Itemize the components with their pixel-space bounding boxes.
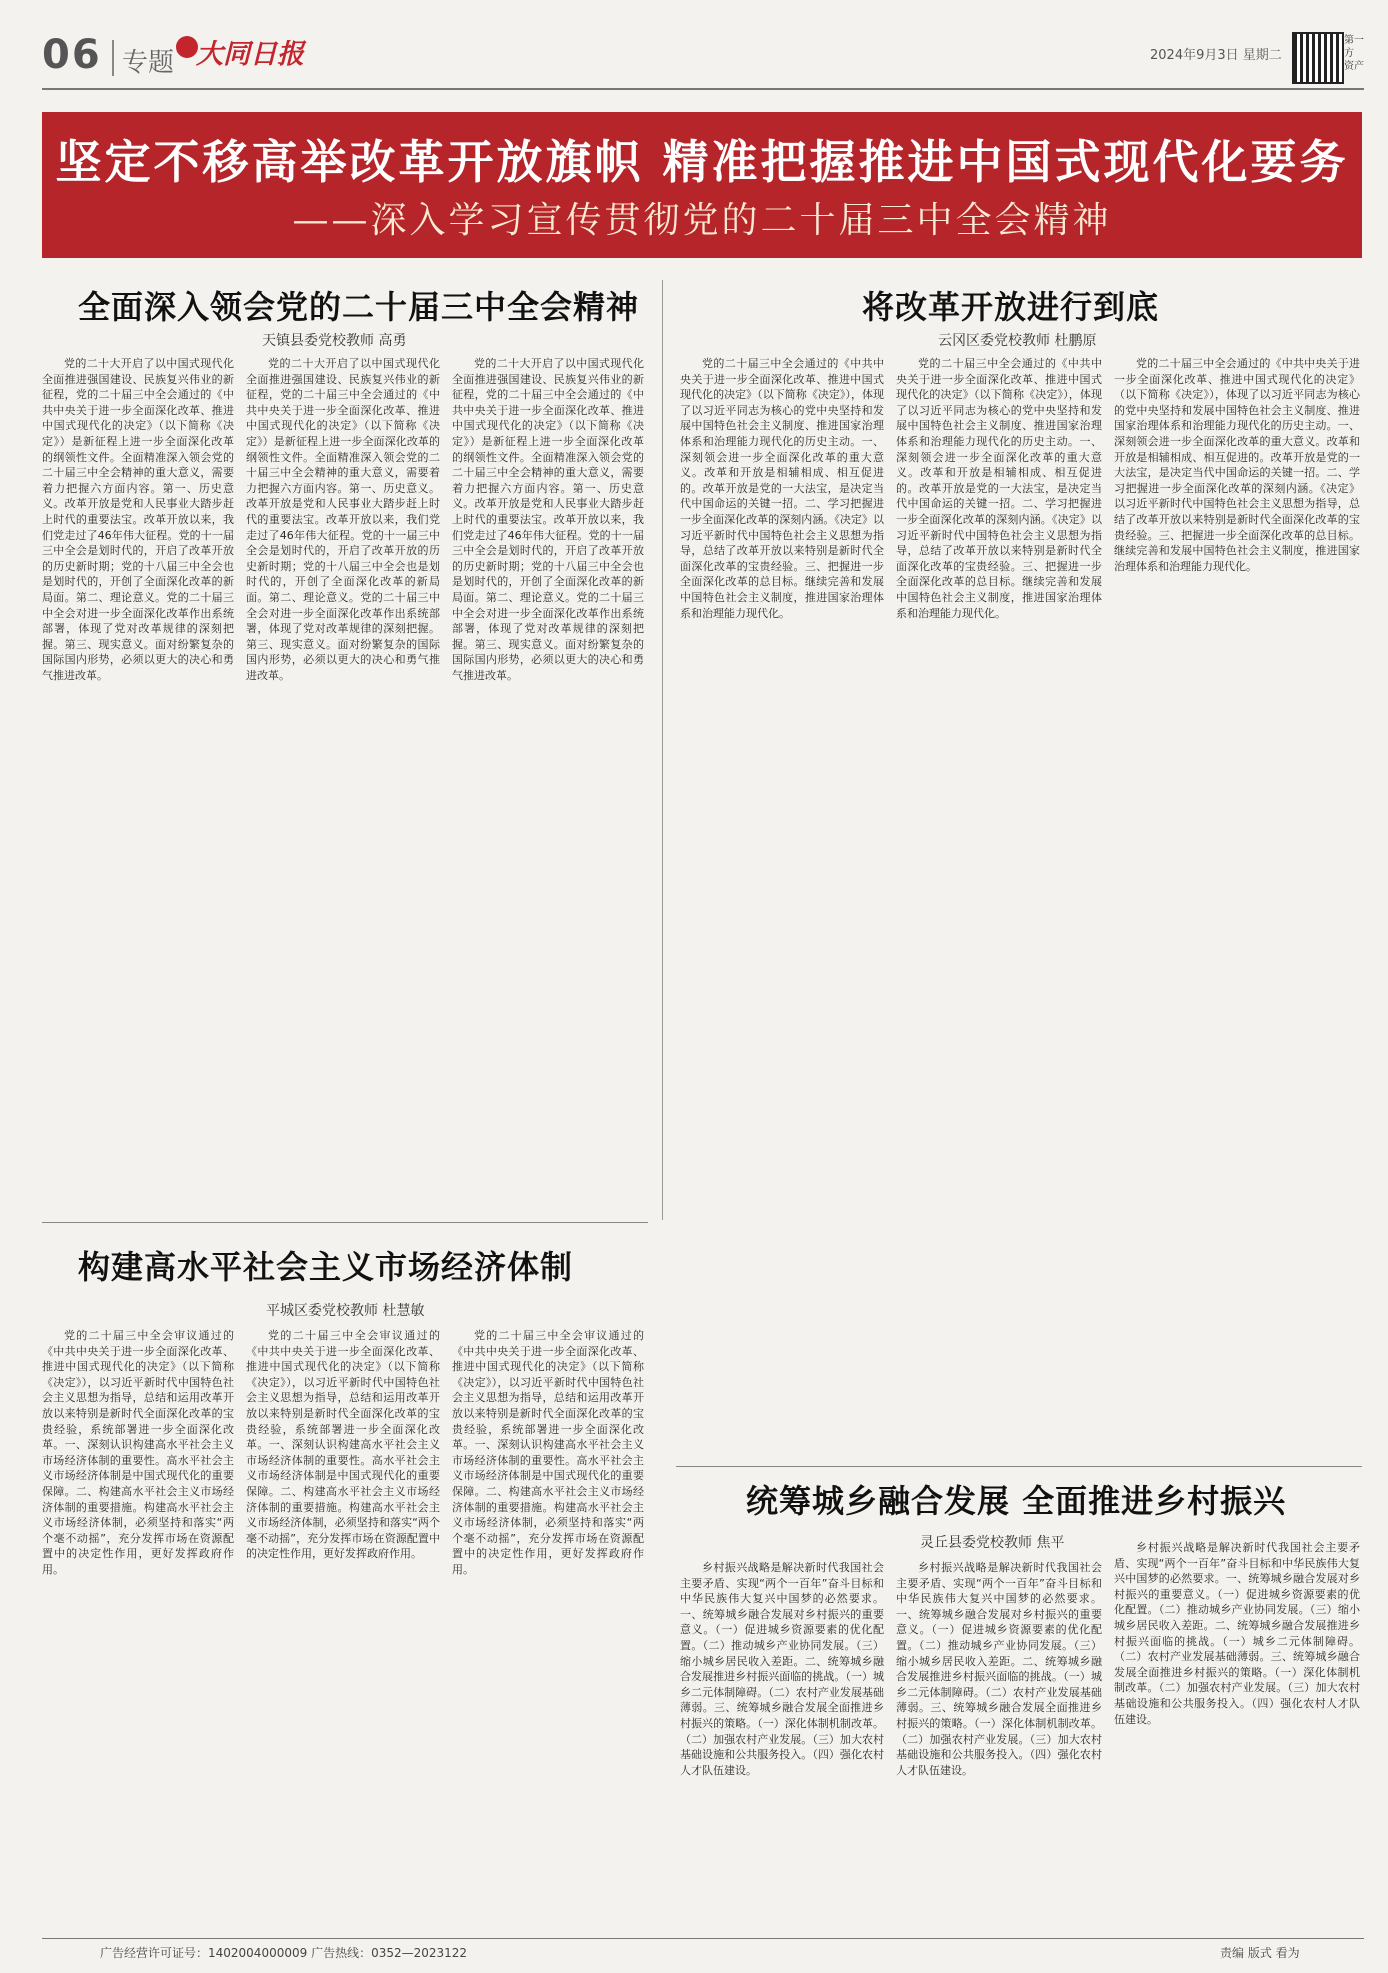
article-3-column-1: 党的二十届三中全会审议通过的《中共中央关于进一步全面深化改革、推进中国式现代化的决定》（以下简称《决定》），以习近平新时代中国特色社会主义思想为指导，总结和运用改革开放以来特别是新时代全面深化改革的宝贵经验，系统部署进一步全面深化改革。一、深刻认识构建高水平社会主义市场经济体制的重要性。高水平社会主义市场经济体制是中国式现代化的重要保障。二、构建高水平社会主义市场经济体制的重要措施。构建高水平社会主义市场经济体制，必须坚持和落实“两个毫不动摇”，充分发挥市场在资源配置中的决定性作用，更好发挥政府作用。 (42, 1329, 234, 1576)
article-2-column-1: 党的二十届三中全会通过的《中共中央关于进一步全面深化改革、推进中国式现代化的决定》（以下简称《决定》），体现了以习近平同志为核心的党中央坚持和发展中国特色社会主义制度、推进国家治理体系和治理能力现代化的历史主动。一、深刻领会进一步全面深化改革的重大意义。改革和开放是相辅相成、相互促进的。改革开放是党的一大法宝，是决定当代中国命运的关键一招。二、学习把握进一步全面深化改革的深刻内涵。《决定》以习近平新时代中国特色社会主义思想为指导，总结了改革开放以来特别是新时代全面深化改革的宝贵经验。三、把握进一步全面深化改革的总目标。继续完善和发展中国特色社会主义制度，推进国家治理体系和治理能力现代化。 (680, 357, 884, 620)
banner-subtitle: ——深入学习宣传贯彻党的二十届三中全会精神 (292, 200, 1112, 241)
article-4-column-3: 乡村振兴战略是解决新时代我国社会主要矛盾、实现“两个一百年”奋斗目标和中华民族伟大复兴中国梦的必然要求。一、统筹城乡融合发展对乡村振兴的重要意义。（一）促进城乡资源要素的优化配置。（二）推动城乡产业协同发展。（三）缩小城乡居民收入差距。二、统筹城乡融合发展推进乡村振兴面临的挑战。（一）城乡二元体制障碍。（二）农村产业发展基础薄弱。三、统筹城乡融合发展全面推进乡村振兴的策略。（一）深化体制机制改革。（二）加强农村产业发展。（三）加大农村基础设施和公共服务投入。（四）强化农村人才队伍建设。 (1114, 1541, 1360, 1726)
footer-ad-license: 广告经营许可证号：1402004000009 广告热线：0352—2023122 (100, 1946, 468, 1960)
article-2-headline: 将改革开放进行到底 (862, 288, 1160, 326)
article-4-byline: 灵丘县委党校教师 焦平 (920, 1535, 1065, 1551)
article-2-column-3: 党的二十届三中全会通过的《中共中央关于进一步全面深化改革、推进中国式现代化的决定》（以下简称《决定》），体现了以习近平同志为核心的党中央坚持和发展中国特色社会主义制度、推进国家治理体系和治理能力现代化的历史主动。一、深刻领会进一步全面深化改革的重大意义。改革和开放是相辅相成、相互促进的。改革开放是党的一大法宝，是决定当代中国命运的关键一招。二、学习把握进一步全面深化改革的深刻内涵。《决定》以习近平新时代中国特色社会主义思想为指导，总结了改革开放以来特别是新时代全面深化改革的宝贵经验。三、把握进一步全面深化改革的总目标。继续完善和发展中国特色社会主义制度，推进国家治理体系和治理能力现代化。 (1114, 357, 1360, 573)
article-2-byline: 云冈区委党校教师 杜鹏原 (938, 333, 1097, 349)
newspaper-logo-icon (176, 36, 198, 58)
article-4-column-2: 乡村振兴战略是解决新时代我国社会主要矛盾、实现“两个一百年”奋斗目标和中华民族伟大复兴中国梦的必然要求。一、统筹城乡融合发展对乡村振兴的重要意义。（一）促进城乡资源要素的优化配置。（二）推动城乡产业协同发展。（三）缩小城乡居民收入差距。二、统筹城乡融合发展推进乡村振兴面临的挑战。（一）城乡二元体制障碍。（二）农村产业发展基础薄弱。三、统筹城乡融合发展全面推进乡村振兴的策略。（一）深化体制机制改革。（二）加强农村产业发展。（三）加大农村基础设施和公共服务投入。（四）强化农村人才队伍建设。 (896, 1561, 1102, 1777)
issue-date: 2024年9月3日 星期二 (1150, 48, 1282, 63)
article-4-headline: 统筹城乡融合发展 全面推进乡村振兴 (746, 1482, 1287, 1520)
masthead-rule (42, 88, 1364, 90)
article-2-column-2: 党的二十届三中全会通过的《中共中央关于进一步全面深化改革、推进中国式现代化的决定》（以下简称《决定》），体现了以习近平同志为核心的党中央坚持和发展中国特色社会主义制度、推进国家治理体系和治理能力现代化的历史主动。一、深刻领会进一步全面深化改革的重大意义。改革和开放是相辅相成、相互促进的。改革开放是党的一大法宝，是决定当代中国命运的关键一招。二、学习把握进一步全面深化改革的深刻内涵。《决定》以习近平新时代中国特色社会主义思想为指导，总结了改革开放以来特别是新时代全面深化改革的宝贵经验。三、把握进一步全面深化改革的总目标。继续完善和发展中国特色社会主义制度，推进国家治理体系和治理能力现代化。 (896, 357, 1102, 620)
masthead (0, 0, 1388, 92)
newspaper-logo: 大同日报 (196, 39, 304, 70)
page-number: 06 (42, 32, 102, 78)
article-1-byline: 天镇县委党校教师 高勇 (262, 333, 407, 349)
article-4-column-1: 乡村振兴战略是解决新时代我国社会主要矛盾、实现“两个一百年”奋斗目标和中华民族伟大复兴中国梦的必然要求。一、统筹城乡融合发展对乡村振兴的重要意义。（一）促进城乡资源要素的优化配置。（二）推动城乡产业协同发展。（三）缩小城乡居民收入差距。二、统筹城乡融合发展推进乡村振兴面临的挑战。（一）城乡二元体制障碍。（二）农村产业发展基础薄弱。三、统筹城乡融合发展全面推进乡村振兴的策略。（一）深化体制机制改革。（二）加强农村产业发展。（三）加大农村基础设施和公共服务投入。（四）强化农村人才队伍建设。 (680, 1561, 884, 1777)
article-1-column-2: 党的二十大开启了以中国式现代化全面推进强国建设、民族复兴伟业的新征程，党的二十届三中全会通过的《中共中央关于进一步全面深化改革、推进中国式现代化的决定》（以下简称《决定》）是新征程上进一步全面深化改革的纲领性文件。全面精准深入领会党的二十届三中全会精神的重大意义，需要着力把握六方面内容。第一、历史意义。改革开放是党和人民事业大踏步赶上时代的重要法宝。改革开放以来，我们党走过了46年伟大征程。党的十一届三中全会是划时代的，开启了改革开放的历史新时期；党的十八届三中全会也是划时代的，开创了全面深化改革的新局面。第二、理论意义。党的二十届三中全会对进一步全面深化改革作出系统部署，体现了党对改革规律的深刻把握。第三、现实意义。面对纷繁复杂的国际国内形势，必须以更大的决心和勇气推进改革。 (246, 357, 440, 682)
topic-banner (42, 112, 1362, 258)
qr-code-icon (1292, 32, 1344, 84)
article-3-column-3: 党的二十届三中全会审议通过的《中共中央关于进一步全面深化改革、推进中国式现代化的决定》（以下简称《决定》），以习近平新时代中国特色社会主义思想为指导，总结和运用改革开放以来特别是新时代全面深化改革的宝贵经验，系统部署进一步全面深化改革。一、深刻认识构建高水平社会主义市场经济体制的重要性。高水平社会主义市场经济体制是中国式现代化的重要保障。二、构建高水平社会主义市场经济体制的重要措施。构建高水平社会主义市场经济体制，必须坚持和落实“两个毫不动摇”，充分发挥市场在资源配置中的决定性作用，更好发挥政府作用。 (452, 1329, 644, 1576)
qr-label: 第一方 资产 (1344, 35, 1364, 72)
footer-rule (42, 1938, 1364, 1939)
section-label: 专题 (122, 48, 175, 78)
masthead-divider (112, 40, 114, 76)
article-3-column-2: 党的二十届三中全会审议通过的《中共中央关于进一步全面深化改革、推进中国式现代化的决定》（以下简称《决定》），以习近平新时代中国特色社会主义思想为指导，总结和运用改革开放以来特别是新时代全面深化改革的宝贵经验，系统部署进一步全面深化改革。一、深刻认识构建高水平社会主义市场经济体制的重要性。高水平社会主义市场经济体制是中国式现代化的重要保障。二、构建高水平社会主义市场经济体制的重要措施。构建高水平社会主义市场经济体制，必须坚持和落实“两个毫不动摇”，充分发挥市场在资源配置中的决定性作用，更好发挥政府作用。 (246, 1329, 440, 1561)
section-rule (676, 1466, 1362, 1467)
article-1-column-3: 党的二十大开启了以中国式现代化全面推进强国建设、民族复兴伟业的新征程，党的二十届三中全会通过的《中共中央关于进一步全面深化改革、推进中国式现代化的决定》（以下简称《决定》）是新征程上进一步全面深化改革的纲领性文件。全面精准深入领会党的二十届三中全会精神的重大意义，需要着力把握六方面内容。第一、历史意义。改革开放是党和人民事业大踏步赶上时代的重要法宝。改革开放以来，我们党走过了46年伟大征程。党的十一届三中全会是划时代的，开启了改革开放的历史新时期；党的十八届三中全会也是划时代的，开创了全面深化改革的新局面。第二、理论意义。党的二十届三中全会对进一步全面深化改革作出系统部署，体现了党对改革规律的深刻把握。第三、现实意义。面对纷繁复杂的国际国内形势，必须以更大的决心和勇气推进改革。 (452, 357, 644, 682)
article-1-headline: 全面深入领会党的二十届三中全会精神 (78, 288, 640, 326)
footer-credits: 责编 版式 看为 (1220, 1946, 1300, 1960)
article-3-byline: 平城区委党校教师 杜慧敏 (266, 1303, 425, 1319)
banner-title: 坚定不移高举改革开放旗帜 精准把握推进中国式现代化要务 (55, 135, 1349, 189)
column-divider (662, 280, 663, 1220)
section-rule (42, 1222, 648, 1223)
article-3-headline: 构建高水平社会主义市场经济体制 (78, 1248, 574, 1286)
article-1-column-1: 党的二十大开启了以中国式现代化全面推进强国建设、民族复兴伟业的新征程，党的二十届三中全会通过的《中共中央关于进一步全面深化改革、推进中国式现代化的决定》（以下简称《决定》）是新征程上进一步全面深化改革的纲领性文件。全面精准深入领会党的二十届三中全会精神的重大意义，需要着力把握六方面内容。第一、历史意义。改革开放是党和人民事业大踏步赶上时代的重要法宝。改革开放以来，我们党走过了46年伟大征程。党的十一届三中全会是划时代的，开启了改革开放的历史新时期；党的十八届三中全会也是划时代的，开创了全面深化改革的新局面。第二、理论意义。党的二十届三中全会对进一步全面深化改革作出系统部署，体现了党对改革规律的深刻把握。第三、现实意义。面对纷繁复杂的国际国内形势，必须以更大的决心和勇气推进改革。 (42, 357, 234, 682)
